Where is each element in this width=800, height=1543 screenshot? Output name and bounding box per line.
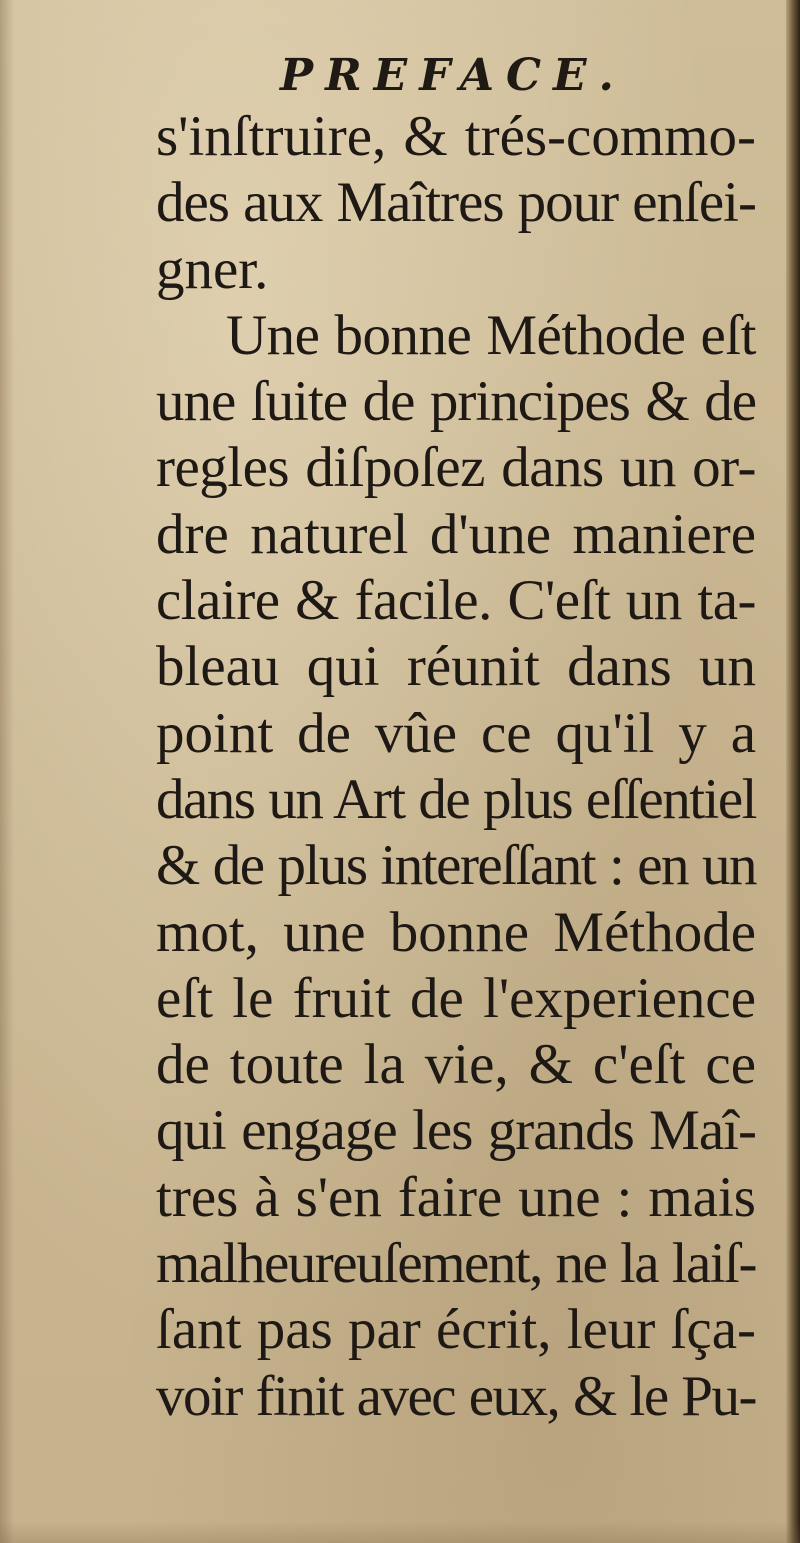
text-line: de toute la vie, & c'eſt ce bbox=[156, 1033, 756, 1097]
text-line: Une bonne Méthode eſt bbox=[226, 303, 756, 367]
page-bottom-shadow bbox=[0, 1521, 800, 1543]
text-line: bleau qui réunit dans un bbox=[156, 635, 756, 699]
text-line: des aux Maîtres pour enſei- bbox=[156, 171, 756, 235]
text-line: regles diſpoſez dans un or- bbox=[156, 436, 756, 500]
text-line: ſant pas par écrit, leur ſça- bbox=[156, 1298, 756, 1362]
text-line: tres à s'en faire une : mais bbox=[156, 1165, 756, 1229]
page-left-shadow bbox=[0, 0, 14, 1543]
text-line: dre naturel d'une maniere bbox=[156, 502, 756, 566]
text-line: point de vûe ce qu'il y a bbox=[156, 701, 756, 765]
text-line: eſt le fruit de l'experience bbox=[156, 966, 756, 1030]
body-text bbox=[156, 104, 756, 1430]
text-line: malheureuſement, ne la laiſ- bbox=[156, 1232, 756, 1296]
text-line: voir finit avec eux, & le Pu- bbox=[156, 1364, 756, 1428]
page-right-edge bbox=[786, 0, 800, 1543]
text-line: s'inſtruire, & trés-commo- bbox=[156, 105, 756, 168]
text-line: une ſuite de principes & de bbox=[156, 370, 756, 434]
text-line: & de plus intereſſant : en un bbox=[156, 834, 756, 898]
text-line: qui engage les grands Maî- bbox=[156, 1099, 756, 1163]
text-line: gner. bbox=[156, 237, 269, 301]
text-line: mot, une bonne Méthode bbox=[156, 900, 756, 964]
running-head: PREFACE. bbox=[280, 50, 626, 101]
text-line: claire & facile. C'eſt un ta- bbox=[156, 569, 756, 633]
text-line: dans un Art de plus eſſentiel bbox=[156, 767, 756, 831]
